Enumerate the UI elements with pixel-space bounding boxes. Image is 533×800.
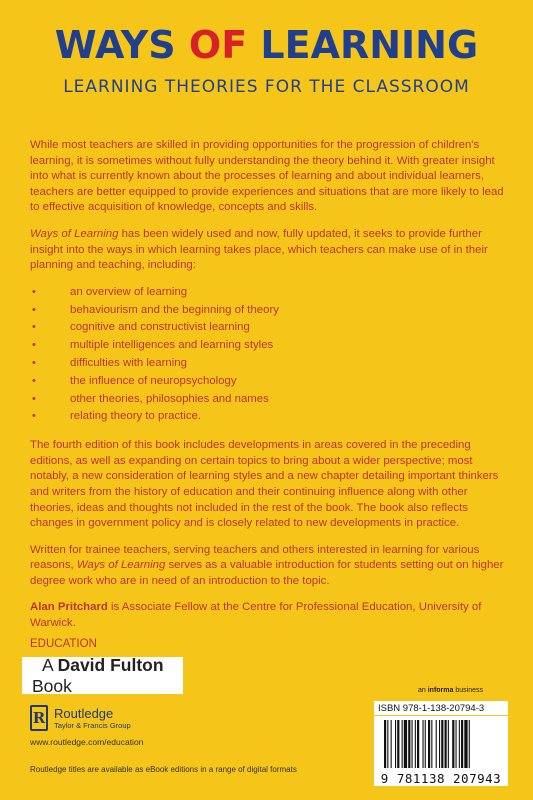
informa-tagline (418, 687, 483, 694)
informa-brand: informa (427, 687, 454, 694)
imprint-suffix: Book (32, 675, 72, 696)
isbn-label: ISBN 978-1-138-20794-3 (374, 701, 508, 715)
list-item (30, 392, 512, 410)
list-item (30, 338, 512, 356)
bullet-icon: • (32, 303, 36, 316)
david-fulton-banner (22, 654, 183, 696)
title-word-ways: WAYS (54, 23, 189, 67)
bullet-icon: • (32, 339, 36, 352)
list-item (30, 374, 512, 392)
list-item-text: behaviourism and the beginning of theory (70, 303, 279, 316)
publisher-logo (30, 705, 131, 731)
book-title (0, 22, 533, 68)
list-item (30, 285, 512, 303)
publisher-name: Routledge (54, 705, 114, 721)
imprint-label (22, 655, 183, 697)
publisher-group: Taylor & Francis Group (54, 720, 131, 730)
list-item-text: multiple intelligences and learning styles (70, 339, 274, 352)
bullet-icon: • (32, 285, 36, 298)
publisher-url: www.routledge.com/education (30, 737, 144, 747)
informa-suffix: business (453, 687, 483, 694)
list-item-text: difficulties with learning (70, 356, 187, 369)
list-item (30, 303, 512, 321)
list-item-text: other theories, philosophies and names (70, 392, 269, 405)
bullet-icon: • (32, 392, 36, 405)
bullet-icon: • (32, 356, 36, 369)
blurb (30, 138, 512, 643)
bullet-icon: • (32, 321, 36, 334)
topic-list (30, 285, 512, 427)
informa-prefix: an (418, 687, 428, 694)
list-item (30, 409, 512, 427)
blurb-paragraph-3: The fourth edition of this book includes developments in areas covered in the preceding editions, as well as expanding on certain topics to bring about a wider perspective; most notably, a new consideration of learning styles and a new chapter detailing important thinkers and writers from the history of education and their continuing influence along with other theories, ideas and thoughts not included in the rest of the book. The book also reflects changes in government policy and is closely related to new developments in practice. (30, 439, 499, 530)
barcode-number: 9 781138 207943 (374, 772, 508, 786)
routledge-logo-icon: R (30, 705, 48, 731)
author-name: Alan Pritchard (30, 601, 108, 614)
imprint-brand: David Fulton (57, 654, 164, 675)
blurb-paragraph-4 (30, 543, 512, 590)
blurb-paragraph-2-text: has been widely used and now, fully updated, it seeks to provide further insight into the ways in which learning takes place, which teachers can make use of in their planning and teaching, including: (30, 227, 488, 272)
blurb-paragraph-2 (30, 227, 512, 274)
book-subtitle: LEARNING THEORIES FOR THE CLASSROOM (63, 77, 470, 97)
author-bio (30, 600, 512, 631)
title-word-learning: LEARNING (247, 23, 479, 67)
list-item (30, 320, 512, 338)
book-title-italic: Ways of Learning (30, 227, 119, 240)
subject-category: EDUCATION (30, 638, 97, 650)
list-item-text: cognitive and constructivist learning (70, 321, 250, 334)
list-item-text: relating theory to practice. (70, 410, 202, 423)
list-item-text: the influence of neuropsychology (70, 374, 237, 387)
list-item-text: an overview of learning (70, 285, 188, 298)
blurb-paragraph-4-text-a: Written for trainee teachers, serving teachers and others interested in learning for various reasons, (30, 543, 480, 572)
blurb-paragraph-1: While most teachers are skilled in providing opportunities for the progression of children's learning, it is sometimes without fully understanding the theory behind it. With greater insight into what is currently known about the processes of learning and about individual learners, teachers are better equipped to provide experiences and situations that are more likely to lead to effective acquisition of knowledge, concepts and skills. (30, 139, 504, 214)
book-title-italic: Ways of Learning (76, 559, 166, 572)
publisher-text (54, 707, 131, 730)
ebook-note: Routledge titles are available as eBook editions in a range of digital formats (30, 765, 297, 774)
imprint-prefix: A (42, 654, 58, 675)
author-bio-text: is Associate Fellow at the Centre for Professional Education, University of Warwick. (30, 601, 482, 630)
bullet-icon: • (32, 374, 36, 387)
bullet-icon: • (32, 410, 36, 423)
list-item (30, 356, 512, 374)
blurb-paragraph-4-text-b: serves as a valuable introduction for students setting out on higher degree work who are in need of an introduction to the topic. (30, 559, 504, 587)
title-word-of: OF (188, 23, 248, 67)
